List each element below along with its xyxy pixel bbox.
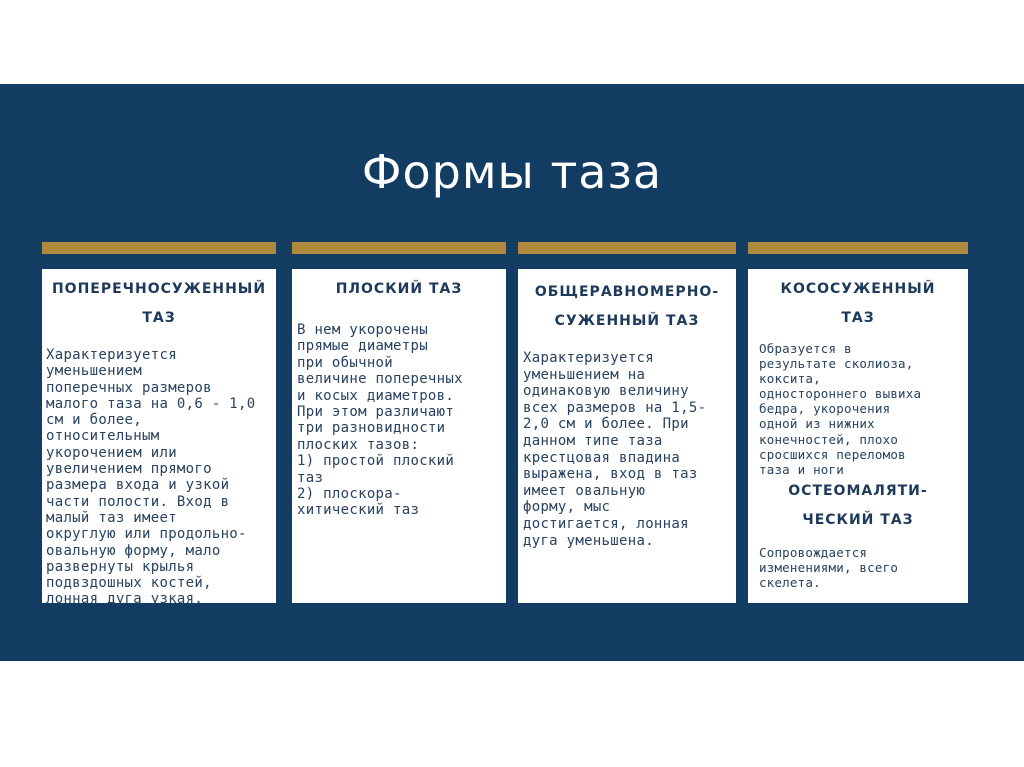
text-line: и косых диаметров. <box>297 387 455 404</box>
card-transverse-narrow <box>42 269 276 608</box>
text-line: плоских тазов: <box>297 436 420 453</box>
text-line: три разновидности <box>297 420 446 437</box>
card-text <box>522 350 732 549</box>
heading-line: ОСТЕОМАЛЯТИ- <box>788 482 928 499</box>
text-line: форму, мыс <box>523 499 611 516</box>
card-flat-pelvis <box>292 269 506 603</box>
slide <box>0 84 1024 661</box>
card-oblique-narrow <box>748 269 968 603</box>
text-line: овальную форму, мало <box>46 542 221 559</box>
text-line: дуга уменьшена. <box>523 532 654 549</box>
text-line: крестцовая впадина <box>523 449 681 466</box>
text-line: результате сколиоза, <box>759 356 914 372</box>
text-line: величине поперечных <box>297 371 463 388</box>
card-text <box>752 341 964 477</box>
text-line: лонная дуга узкая. <box>46 591 204 608</box>
text-line: прямые диаметры <box>297 338 428 355</box>
heading-line: ОБЩЕРАВНОМЕРНО- <box>534 284 720 300</box>
heading-line: ТАЗ <box>142 310 176 326</box>
heading-line: ПЛОСКИЙ ТАЗ <box>335 281 463 297</box>
accent-bar-2 <box>292 242 506 254</box>
text-line: таз <box>297 469 324 486</box>
text-line: малого таза на 0,6 - 1,0 <box>46 395 256 412</box>
card-text-2 <box>752 545 964 590</box>
heading-line: ЧЕСКИЙ ТАЗ <box>802 511 914 528</box>
text-line: относительным <box>46 428 160 445</box>
text-line: Образуется в <box>759 341 852 356</box>
accent-bar-4 <box>748 242 968 254</box>
text-line: 2) плоскора- <box>297 486 402 503</box>
text-line: бедра, укорочения <box>759 401 891 417</box>
text-line: коксита, <box>759 371 821 387</box>
text-line: Сопровождается <box>759 544 868 560</box>
text-line: изменениями, всего <box>759 559 899 575</box>
heading-line: КОСОСУЖЕННЫЙ <box>780 281 936 297</box>
text-line: части полости. Вход в <box>46 493 230 510</box>
card-heading <box>752 275 964 333</box>
text-line: всех размеров на 1,5- <box>523 399 707 416</box>
text-line: сросшихся переломов <box>759 446 906 462</box>
text-line: при обычной <box>297 354 394 371</box>
card-text <box>46 347 272 608</box>
text-line: выражена, вход в таз <box>523 466 698 483</box>
text-line: уменьшением на <box>523 366 646 383</box>
text-line: таза и ноги <box>759 461 844 477</box>
text-line: одной из нижних <box>759 416 875 432</box>
heading-line: ТАЗ <box>841 310 875 326</box>
text-line: поперечных размеров <box>46 379 212 396</box>
card-uniformly-narrow <box>518 269 736 603</box>
page-title: Формы таза <box>361 145 663 199</box>
text-line: см и более, <box>46 412 143 429</box>
text-line: При этом различают <box>297 404 455 421</box>
heading-line: ПОПЕРЕЧНОСУЖЕННЫЙ <box>51 281 267 297</box>
text-line: В нем укорочены <box>297 322 428 338</box>
text-line: размера входа и узкой <box>46 477 230 494</box>
text-line: 1) простой плоский <box>297 453 455 470</box>
text-line: хитический таз <box>297 502 420 519</box>
text-line: развернуты крылья <box>46 558 195 575</box>
text-line: достигается, лонная <box>523 515 689 532</box>
text-line: Характеризуется <box>523 350 654 366</box>
text-line: подвздошных костей, <box>46 575 212 592</box>
text-line: уменьшением <box>46 363 143 380</box>
accent-bar-3 <box>518 242 736 254</box>
card-subheading <box>752 477 964 535</box>
card-heading <box>46 275 272 333</box>
text-line: малый таз имеет <box>46 509 177 526</box>
text-line: данном типе таза <box>523 432 663 449</box>
text-line: конечностей, плохо <box>759 431 899 447</box>
accent-bar-1 <box>42 242 276 254</box>
text-line: одинаковую величину <box>523 383 689 400</box>
text-line: 2,0 см и более. При <box>523 416 689 433</box>
heading-line: СУЖЕННЫЙ ТАЗ <box>554 313 700 329</box>
card-heading <box>522 278 732 336</box>
card-text <box>296 322 502 519</box>
text-line: округлую или продольно- <box>46 526 247 543</box>
text-line: увеличением прямого <box>46 461 212 478</box>
text-line: скелета. <box>759 575 821 591</box>
text-line: одностороннего вывиха <box>759 386 922 402</box>
text-line: укорочением или <box>46 444 177 461</box>
card-heading <box>296 275 502 304</box>
text-line: Характеризуется <box>46 347 177 363</box>
text-line: имеет овальную <box>523 482 646 499</box>
